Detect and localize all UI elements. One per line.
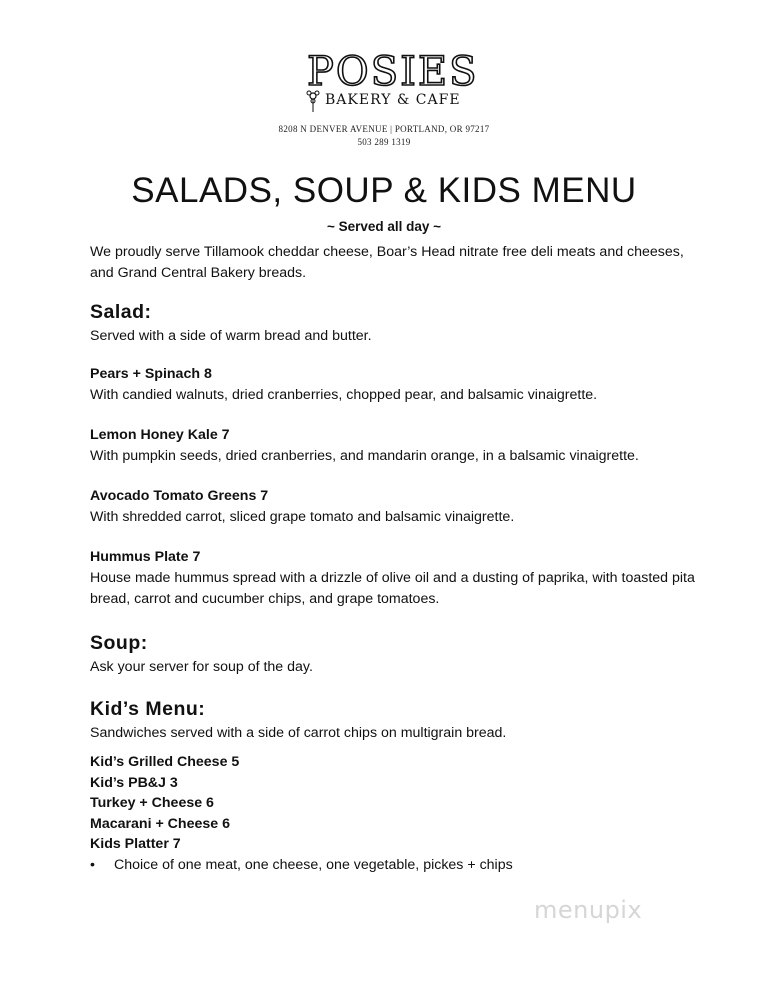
salad-section (90, 298, 710, 610)
kids-item-list (90, 752, 710, 876)
salad-title: Salad: (90, 301, 152, 323)
kids-title: Kid’s Menu: (90, 698, 206, 720)
phone-number: 503 289 1319 (357, 137, 411, 147)
menu-item (90, 486, 710, 528)
item-description: With shredded carrot, sliced grape tomato and balsamic vinaigrette. (90, 509, 515, 525)
menu-item (90, 547, 710, 610)
bullet: • (90, 856, 95, 873)
soup-title: Soup: (90, 632, 148, 654)
item-description: With pumpkin seeds, dried cranberries, and mandarin orange, in a balsamic vinaigrette. (90, 448, 639, 464)
item-name: Avocado Tomato Greens 7 (90, 488, 269, 504)
menu-header (0, 0, 768, 234)
watermark: menupix (534, 896, 643, 924)
item-description: With candied walnuts, dried cranberries, chopped pear, and balsamic vinaigrette. (90, 387, 598, 403)
soup-note: Ask your server for soup of the day. (90, 659, 313, 675)
kids-platter-text: Choice of one meat, one cheese, one vegetable, pickes + chips (114, 856, 513, 873)
kids-platter-detail (90, 855, 710, 876)
salad-note: Served with a side of warm bread and butter. (90, 328, 372, 344)
logo-name: POSIES (307, 49, 479, 95)
kids-note: Sandwiches served with a side of carrot chips on multigrain bread. (90, 725, 507, 741)
kids-item: Macarani + Cheese 6 (90, 815, 230, 832)
kids-section (90, 695, 710, 876)
soup-section (90, 629, 710, 678)
kids-item: Kid’s PB&J 3 (90, 774, 178, 791)
address: 8208 N DENVER AVENUE | PORTLAND, OR 97217 (278, 124, 490, 134)
item-name: Lemon Honey Kale 7 (90, 427, 230, 443)
item-name: Hummus Plate 7 (90, 549, 201, 565)
posies-logo (299, 48, 479, 118)
item-description: House made hummus spread with a drizzle of olive oil and a dusting of paprika, with toasted pita bread, carrot and cucumber chips, and grape tomatoes. (90, 570, 695, 607)
intro-text: We proudly serve Tillamook cheddar cheese, Boar’s Head nitrate free deli meats and cheeses, and Grand Central Bakery breads. (90, 244, 684, 281)
page-title: SALADS, SOUP & KIDS MENU (131, 171, 637, 210)
menu-item (90, 425, 710, 467)
item-name: Pears + Spinach 8 (90, 366, 212, 382)
menu-content (90, 242, 710, 876)
logo-subtitle: BAKERY & CAFE (325, 92, 461, 108)
kids-item: Turkey + Cheese 6 (90, 795, 214, 811)
kids-item: Kids Platter 7 (90, 836, 181, 852)
menu-item (90, 364, 710, 406)
kids-item: Kid’s Grilled Cheese 5 (90, 754, 240, 770)
served-all-day: ~ Served all day ~ (326, 219, 442, 234)
